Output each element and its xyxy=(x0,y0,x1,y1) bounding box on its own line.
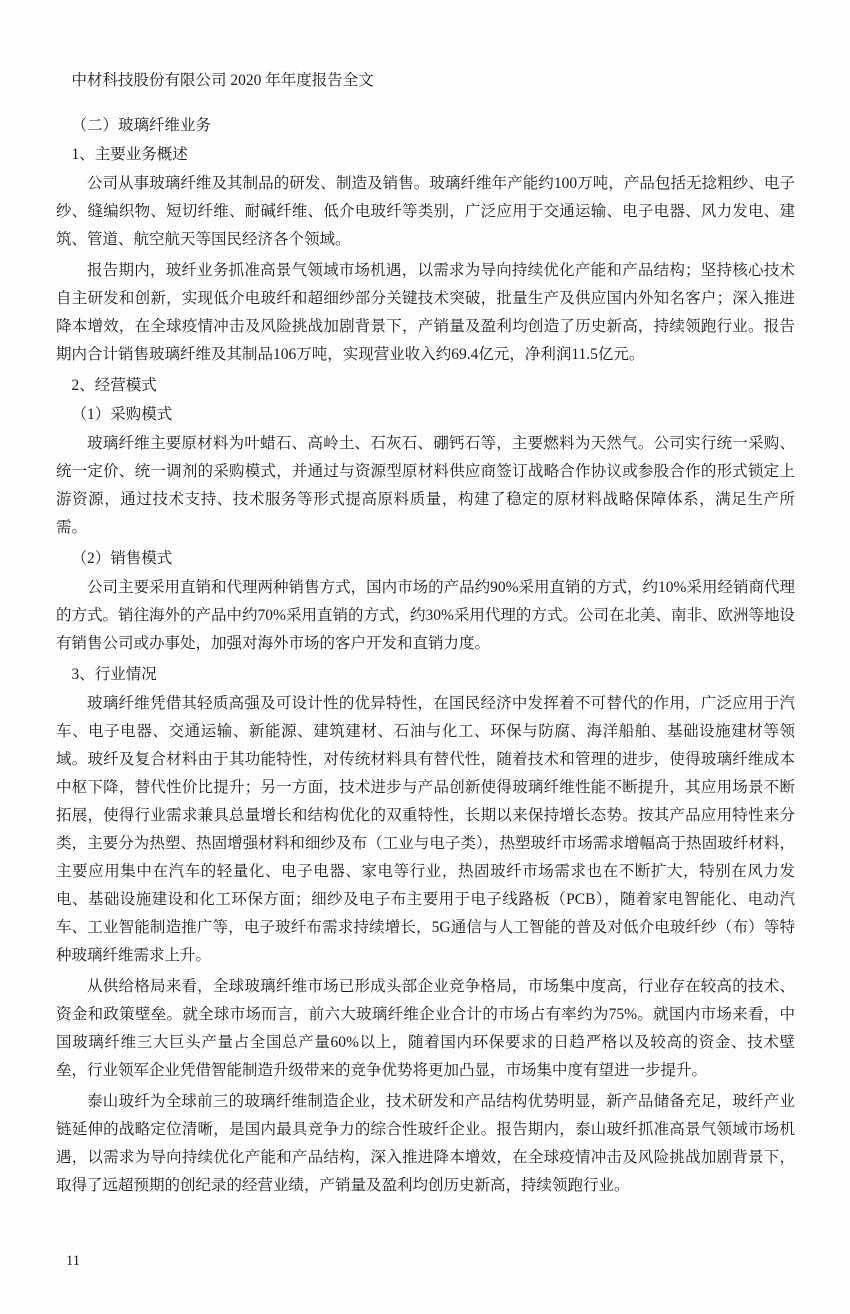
paragraph-taishan-fiberglass: 泰山玻纤为全球前三的玻璃纤维制造企业，技术研发和产品结构优势明显，新产品储备充足，玻纤产业链延伸的战略定位清晰，是国内最具竞争力的综合性玻纤企业。报告期内，泰山玻纤抓准高景气领域市场机遇，以需求为导向持续优化产能和产品结构，深入推进降本增效，在全球疫情冲击及风险挑战加剧背景下，取得了远超预期的创纪录的经营业绩，产销量及盈利均创历史新高，持续领跑行业。 xyxy=(56,1093,795,1194)
paragraph-sales-model: 公司主要采用直销和代理两种销售方式，国内市场的产品约90%采用直销的方式，约10%采用经销商代理的方式。销往海外的产品中约70%采用直销的方式，约30%采用代理的方式。公司在北美、南非、欧洲等地设有销售公司或办事处，加强对海外市场的客户开发和直销力度。 xyxy=(56,579,795,652)
subsection-heading-procurement-model: （1）采购模式 xyxy=(71,406,173,423)
paragraph-business-overview: 公司从事玻璃纤维及其制品的研发、制造及销售。玻璃纤维年产能约100万吨，产品包括无捻粗纱、电子纱、缝编织物、短切纤维、耐碱纤维、低介电玻纤等类别，广泛应用于交通运输、电子电器、风力发电、建筑、管道、航空航天等国民经济各个领域。 xyxy=(56,175,795,248)
paragraph-procurement-model: 玻璃纤维主要原材料为叶蜡石、高岭土、石灰石、硼钙石等，主要燃料为天然气。公司实行统一采购、统一定价、统一调剂的采购模式，并通过与资源型原材料供应商签订战略合作协议或参股合作的形式锁定上游资源，通过技术支持、技术服务等形式提高原料质量，构建了稳定的原材料战略保障体系，满足生产所需。 xyxy=(56,435,795,536)
subsection-heading-industry-situation: 3、行业情况 xyxy=(71,666,157,683)
paragraph-supply-landscape: 从供给格局来看，全球玻璃纤维市场已形成头部企业竞争格局，市场集中度高，行业存在较高的技术、资金和政策壁垒。就全球市场而言，前六大玻璃纤维企业合计的市场占有率约为75%。就国内市场来看，中国玻璃纤维三大巨头产量占全国总产量60%以上，随着国内环保要求的日趋严格以及较高的资金、技术壁垒，行业领军企业凭借智能制造升级带来的竞争优势将更加凸显，市场集中度有望进一步提升。 xyxy=(56,978,795,1079)
subsection-heading-main-business-overview: 1、主要业务概述 xyxy=(71,146,188,163)
report-header-title: 中材科技股份有限公司 2020 年年度报告全文 xyxy=(71,72,374,89)
subsection-heading-sales-model: （2）销售模式 xyxy=(71,550,173,567)
section-heading-glass-fiber-business: （二）玻璃纤维业务 xyxy=(71,117,212,134)
paragraph-reporting-period-results: 报告期内，玻纤业务抓准高景气领域市场机遇，以需求为导向持续优化产能和产品结构；坚持核心技术自主研发和创新，实现低介电玻纤和超细纱部分关键技术突破，批量生产及供应国内外知名客户；深入推进降本增效，在全球疫情冲击及风险挑战加剧背景下，产销量及盈利均创造了历史新高，持续领跑行业。报告期内合计销售玻璃纤维及其制品106万吨，实现营业收入约69.4亿元，净利润11.5亿元。 xyxy=(56,262,795,363)
subsection-heading-operating-model: 2、经营模式 xyxy=(71,377,157,394)
page-content xyxy=(56,68,795,1203)
page-number: 11 xyxy=(66,1253,80,1269)
paragraph-industry-overview: 玻璃纤维凭借其轻质高强及可设计性的优异特性，在国民经济中发挥着不可替代的作用，广泛应用于汽车、电子电器、交通运输、新能源、建筑建材、石油与化工、环保与防腐、海洋船舶、基础设施建材等领域。玻纤及复合材料由于其功能特性，对传统材料具有替代性，随着技术和管理的进步，使得玻璃纤维成本中枢下降，替代性价比提升；另一方面，技术进步与产品创新使得玻璃纤维性能不断提升，其应用场景不断拓展，使得行业需求兼具总量增长和结构优化的双重特性，长期以来保持增长态势。按其产品应用特性来分类，主要分为热塑、热固增强材料和细纱及布（工业与电子类），热塑玻纤市场需求增幅高于热固玻纤材料，主要应用集中在汽车的轻量化、电子电器、家电等行业，热固玻纤市场需求也在不断扩大，特别在风力发电、基础设施建设和化工环保方面；细纱及电子布主要用于电子线路板（PCB），随着家电智能化、电动汽车、工业智能制造推广等，电子玻纤布需求持续增长，5G通信与人工智能的普及对低介电玻纤纱（布）等特种玻璃纤维需求上升。 xyxy=(56,695,795,964)
